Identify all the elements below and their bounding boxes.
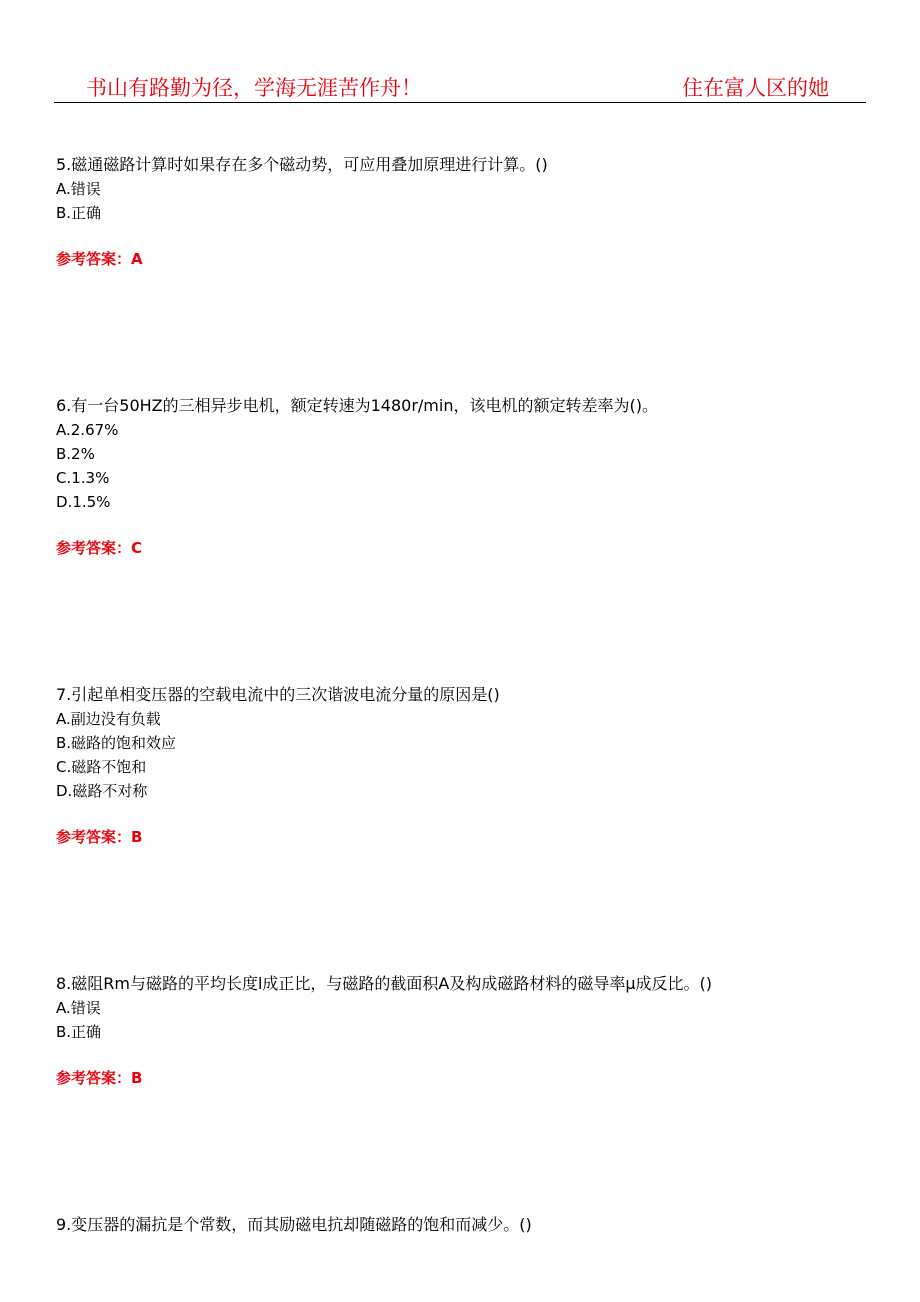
option-c: C.1.3% (56, 469, 110, 487)
answer-label: 参考答案： (56, 250, 132, 268)
option-b: B.2% (56, 445, 95, 463)
question-text: 5.磁通磁路计算时如果存在多个磁动势，可应用叠加原理进行计算。() (56, 155, 548, 174)
option-b: B.正确 (56, 1023, 102, 1041)
answer-value: B (131, 828, 143, 846)
question-9 (56, 1213, 876, 1237)
answer (56, 247, 876, 271)
option-b: B.磁路的饱和效应 (56, 734, 177, 752)
question-6 (56, 394, 876, 560)
header-motto: 书山有路勤为径，学海无涯苦作舟！ (86, 76, 422, 100)
answer-value: A (131, 250, 143, 268)
answer (56, 1066, 876, 1090)
answer (56, 825, 876, 849)
answer-label: 参考答案： (56, 539, 132, 557)
header-slogan: 住在富人区的她 (682, 76, 829, 100)
question-7 (56, 683, 876, 849)
question-text: 9.变压器的漏抗是个常数，而其励磁电抗却随磁路的饱和而减少。() (56, 1215, 532, 1234)
question-text: 6.有一台50HZ的三相异步电机，额定转速为1480r/min，该电机的额定转差率为()。 (56, 396, 658, 415)
question-text: 7.引起单相变压器的空载电流中的三次谐波电流分量的原因是() (56, 685, 500, 704)
answer-value: B (131, 1069, 143, 1087)
question-8 (56, 972, 876, 1090)
option-a: A.2.67% (56, 421, 119, 439)
option-b: B.正确 (56, 204, 102, 222)
header-divider (54, 102, 866, 103)
answer-label: 参考答案： (56, 828, 132, 846)
option-d: D.1.5% (56, 493, 111, 511)
answer (56, 536, 876, 560)
option-d: D.磁路不对称 (56, 782, 148, 800)
answer-label: 参考答案： (56, 1069, 132, 1087)
option-c: C.磁路不饱和 (56, 758, 147, 776)
question-text: 8.磁阻Rm与磁路的平均长度l成正比，与磁路的截面积A及构成磁路材料的磁导率μ成反比。() (56, 974, 713, 993)
question-5 (56, 153, 876, 271)
option-a: A.副边没有负载 (56, 710, 161, 728)
option-a: A.错误 (56, 180, 101, 198)
answer-value: C (131, 539, 143, 557)
page-header (0, 0, 920, 110)
option-a: A.错误 (56, 999, 101, 1017)
